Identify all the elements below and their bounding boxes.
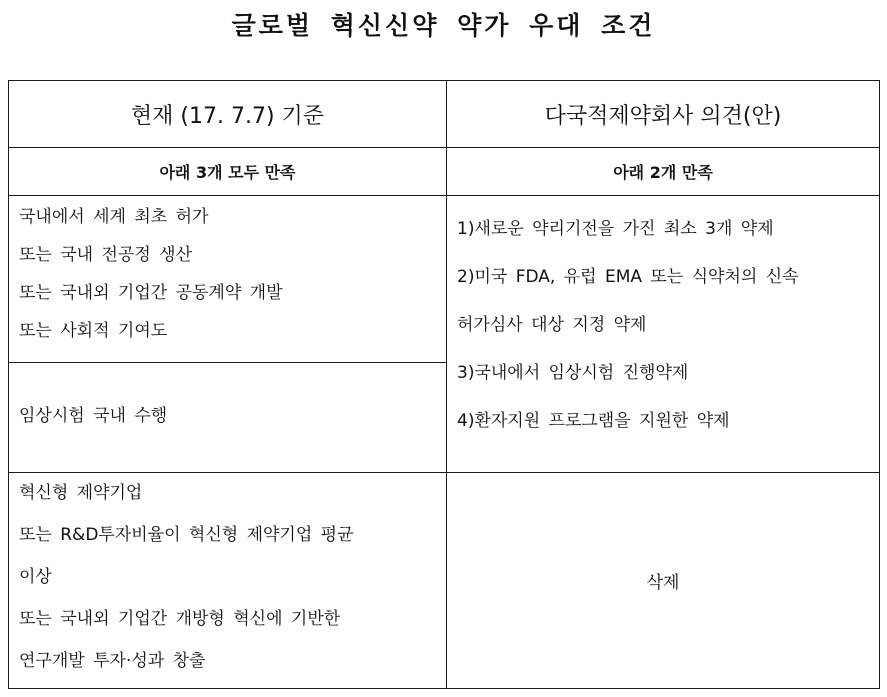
table-row [9, 473, 880, 689]
condition-line: 또는 국내 전공정 생산 [19, 245, 193, 266]
condition-line: 또는 R&D투자비율이 혁신형 제약기업 평균 [19, 524, 354, 545]
condition-line: 또는 국내외 기업간 공동계약 개발 [19, 283, 283, 304]
page-title: 글로벌 혁신신약 약가 우대 조건 [231, 11, 656, 40]
condition-line: 이상 [19, 566, 52, 587]
header-row [9, 81, 880, 148]
proposal-conditions-cell [447, 196, 880, 473]
subheader-current: 아래 3개 모두 만족 [9, 148, 447, 196]
condition-line: 또는 국내외 기업간 개방형 혁신에 기반한 [19, 608, 341, 629]
condition-line: 혁신형 제약기업 [19, 482, 143, 503]
proposal-line: 2)미국 FDA, 유럽 EMA 또는 식약처의 신속 [457, 267, 799, 288]
condition-line: 국내에서 세계 최초 허가 [19, 207, 209, 228]
proposal-line: 허가심사 대상 지정 약제 [457, 315, 647, 336]
header-multinational-opinion: 다국적제약회사 의견(안) [447, 81, 880, 148]
proposal-line: 4)환자지원 프로그램을 지원한 약제 [457, 411, 730, 432]
proposal-line: 1)새로운 약리기전을 가진 최소 3개 약제 [457, 219, 774, 240]
current-condition-2-cell [9, 362, 447, 472]
header-current-criteria: 현재 (17. 7.7) 기준 [9, 81, 447, 148]
current-condition-1-cell [9, 196, 447, 363]
condition-line: 또는 사회적 기여도 [19, 321, 168, 342]
comparison-table [8, 80, 880, 689]
condition-line: 임상시험 국내 수행 [19, 405, 168, 426]
table-row [9, 196, 880, 363]
condition-line: 연구개발 투자·성과 창출 [19, 650, 206, 671]
current-condition-3-cell [9, 473, 447, 689]
proposal-line: 3)국내에서 임상시험 진행약제 [457, 363, 689, 384]
subheader-row [9, 148, 880, 196]
deleted-cell: 삭제 [447, 473, 880, 689]
subheader-proposal: 아래 2개 만족 [447, 148, 880, 196]
